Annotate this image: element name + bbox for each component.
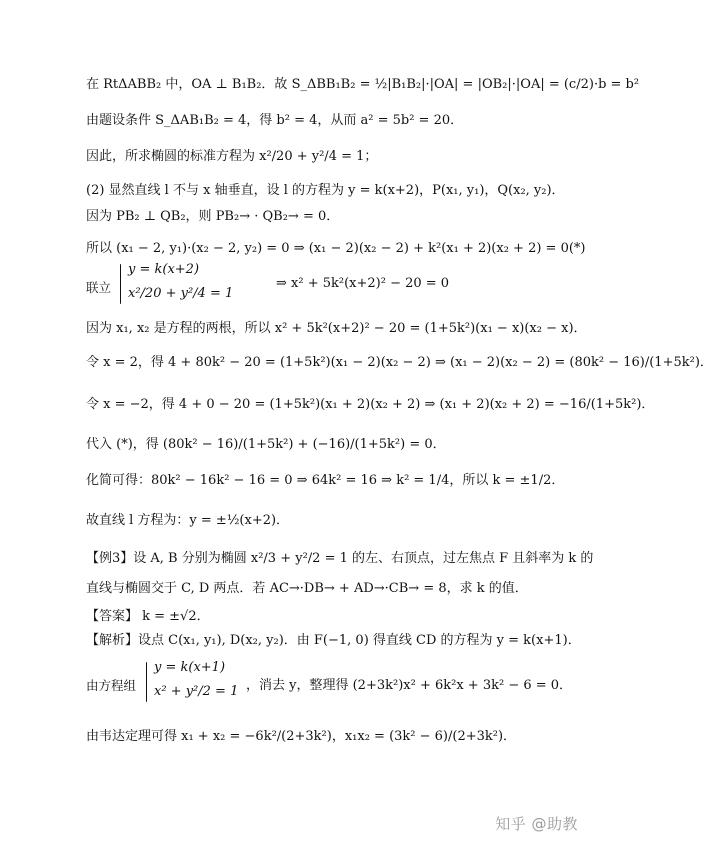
text-line-3: 因此，所求椭圆的标准方程为 x²/20 + y²/4 = 1； xyxy=(86,149,378,164)
text-line-14: 直线与椭圆交于 C, D 两点．若 AC→·DB→ + AD→·CB→ = 8，求 k 的值． xyxy=(86,581,528,596)
text-line-17: 由韦达定理可得 x₁ + x₂ = −6k²/(2+3k²)，x₁x₂ = (3k² − 6)/(2+3k²)． xyxy=(86,729,517,744)
system-row-1: y = k(x+1) xyxy=(154,660,226,675)
system-result: ⇒ x² + 5k²(x+2)² − 20 = 0 xyxy=(276,276,450,291)
text-line-12: 故直线 l 方程为：y = ±½(x+2)． xyxy=(86,513,290,528)
text-line-13: 【例3】设 A, B 分别为椭圆 x²/3 + y²/2 = 1 的左、右顶点，过左焦点 F 且斜率为 k 的 xyxy=(86,551,594,566)
system-row-2: x²/20 + y²/4 = 1 xyxy=(128,286,234,301)
text-line-15: 【答案】 k = ±√2． xyxy=(86,609,210,624)
system-label: 由方程组 xyxy=(86,678,137,693)
system-row-1: y = k(x+2) xyxy=(128,262,200,277)
system-label: 联立 xyxy=(86,280,112,295)
text-line-11: 化简可得：80k² − 16k² − 16 = 0 ⇒ 64k² = 16 ⇒ k² = 1/4，所以 k = ±1/2． xyxy=(86,473,565,488)
text-line-4: (2) 显然直线 l 不与 x 轴垂直，设 l 的方程为 y = k(x+2)，P(x₁, y₁)，Q(x₂, y₂)． xyxy=(86,183,565,198)
text-line-1: 在 RtΔABB₂ 中，OA ⊥ B₁B₂．故 S_ΔBB₁B₂ = ½|B₁B₂|·|OA| = |OB₂|·|OA| = (c/2)·b = b² xyxy=(86,77,640,92)
text-line-5: 因为 PB₂ ⊥ QB₂，则 PB₂→ · QB₂→ = 0． xyxy=(86,209,340,224)
text-line-6: 所以 (x₁ − 2, y₁)·(x₂ − 2, y₂) = 0 ⇒ (x₁ − 2)(x₂ − 2) + k²(x₁ + 2)(x₂ + 2) = 0(*) xyxy=(86,241,586,256)
brace-mark xyxy=(120,264,121,304)
equation-system-1 xyxy=(86,262,506,308)
equation-system-2 xyxy=(86,660,573,706)
brace-mark xyxy=(146,662,147,702)
text-line-7: 因为 x₁, x₂ 是方程的两根，所以 x² + 5k²(x+2)² − 20 = (1+5k²)(x₁ − x)(x₂ − x)． xyxy=(86,321,587,336)
system-row-2: x² + y²/2 = 1 xyxy=(154,684,239,699)
text-line-16: 【解析】设点 C(x₁, y₁), D(x₂, y₂)．由 F(−1, 0) 得直线 CD 的方程为 y = k(x+1)． xyxy=(86,633,581,648)
text-line-8: 令 x = 2，得 4 + 80k² − 20 = (1+5k²)(x₁ − 2)(x₂ − 2) ⇒ (x₁ − 2)(x₂ − 2) = (80k² − 16)/(1+5k²)． xyxy=(86,355,713,370)
text-line-10: 代入 (*)，得 (80k² − 16)/(1+5k²) + (−16)/(1+5k²) = 0． xyxy=(86,437,446,452)
watermark: 知乎 @助教 xyxy=(495,815,578,833)
system-result: ，消去 y，整理得 (2+3k²)x² + 6k²x + 3k² − 6 = 0． xyxy=(246,678,573,693)
text-line-2: 由题设条件 S_ΔAB₁B₂ = 4，得 b² = 4，从而 a² = 5b² = 20． xyxy=(86,113,464,128)
text-line-9: 令 x = −2，得 4 + 0 − 20 = (1+5k²)(x₁ + 2)(x₂ + 2) ⇒ (x₁ + 2)(x₂ + 2) = −16/(1+5k²)． xyxy=(86,397,655,412)
